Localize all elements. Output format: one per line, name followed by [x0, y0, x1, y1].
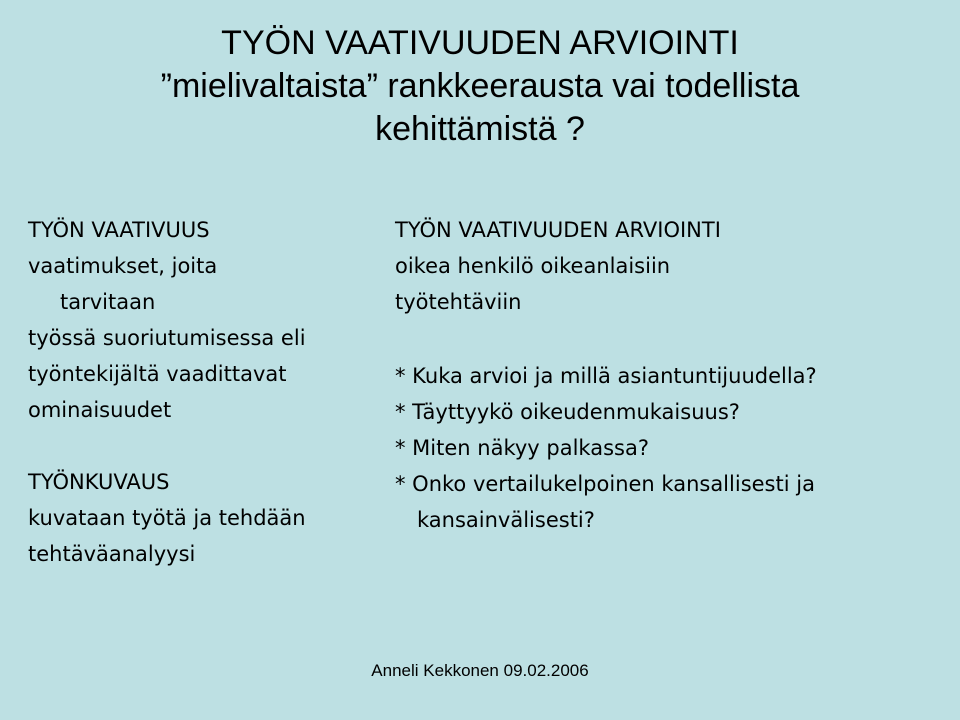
spacer	[28, 428, 378, 464]
left-text-line: työntekijältä vaadittavat	[28, 362, 287, 386]
title-line-3: kehittämistä ?	[375, 110, 585, 148]
right-text-line: oikea henkilö oikeanlaisiin	[395, 254, 671, 278]
title-line-2: ”mielivaltaista” rankkeerausta vai todellista	[160, 67, 800, 105]
right-column	[395, 212, 955, 538]
bullet-item: * Täyttyykö oikeudenmukaisuus?	[395, 400, 740, 424]
left-text-line: ominaisuudet	[28, 398, 172, 422]
slide-title	[0, 22, 960, 151]
bullet-item: * Kuka arvioi ja millä asiantuntijuudella?	[395, 364, 817, 388]
title-line-1: TYÖN VAATIVUUDEN ARVIOINTI	[221, 24, 739, 62]
bullet-item: * Miten näkyy palkassa?	[395, 436, 649, 460]
bullet-item: * Onko vertailukelpoinen kansallisesti ja	[395, 472, 815, 496]
left-text-line: kuvataan työtä ja tehdään	[28, 506, 306, 530]
left-column	[28, 212, 378, 572]
bullet-continuation: kansainvälisesti?	[417, 508, 595, 532]
right-text-line: työtehtäviin	[395, 290, 522, 314]
left-text-line: tehtäväanalyysi	[28, 542, 196, 566]
spacer	[395, 320, 955, 358]
left-text-line: vaatimukset, joita	[28, 254, 218, 278]
right-heading: TYÖN VAATIVUUDEN ARVIOINTI	[395, 218, 721, 242]
footer-author-date: Anneli Kekkonen 09.02.2006	[371, 661, 589, 680]
left-heading-job-description: TYÖNKUVAUS	[28, 470, 170, 494]
left-heading-job-demands: TYÖN VAATIVUUS	[28, 218, 210, 242]
left-text-line: tarvitaan	[60, 290, 156, 314]
left-text-line: työssä suoriutumisessa eli	[28, 326, 306, 350]
